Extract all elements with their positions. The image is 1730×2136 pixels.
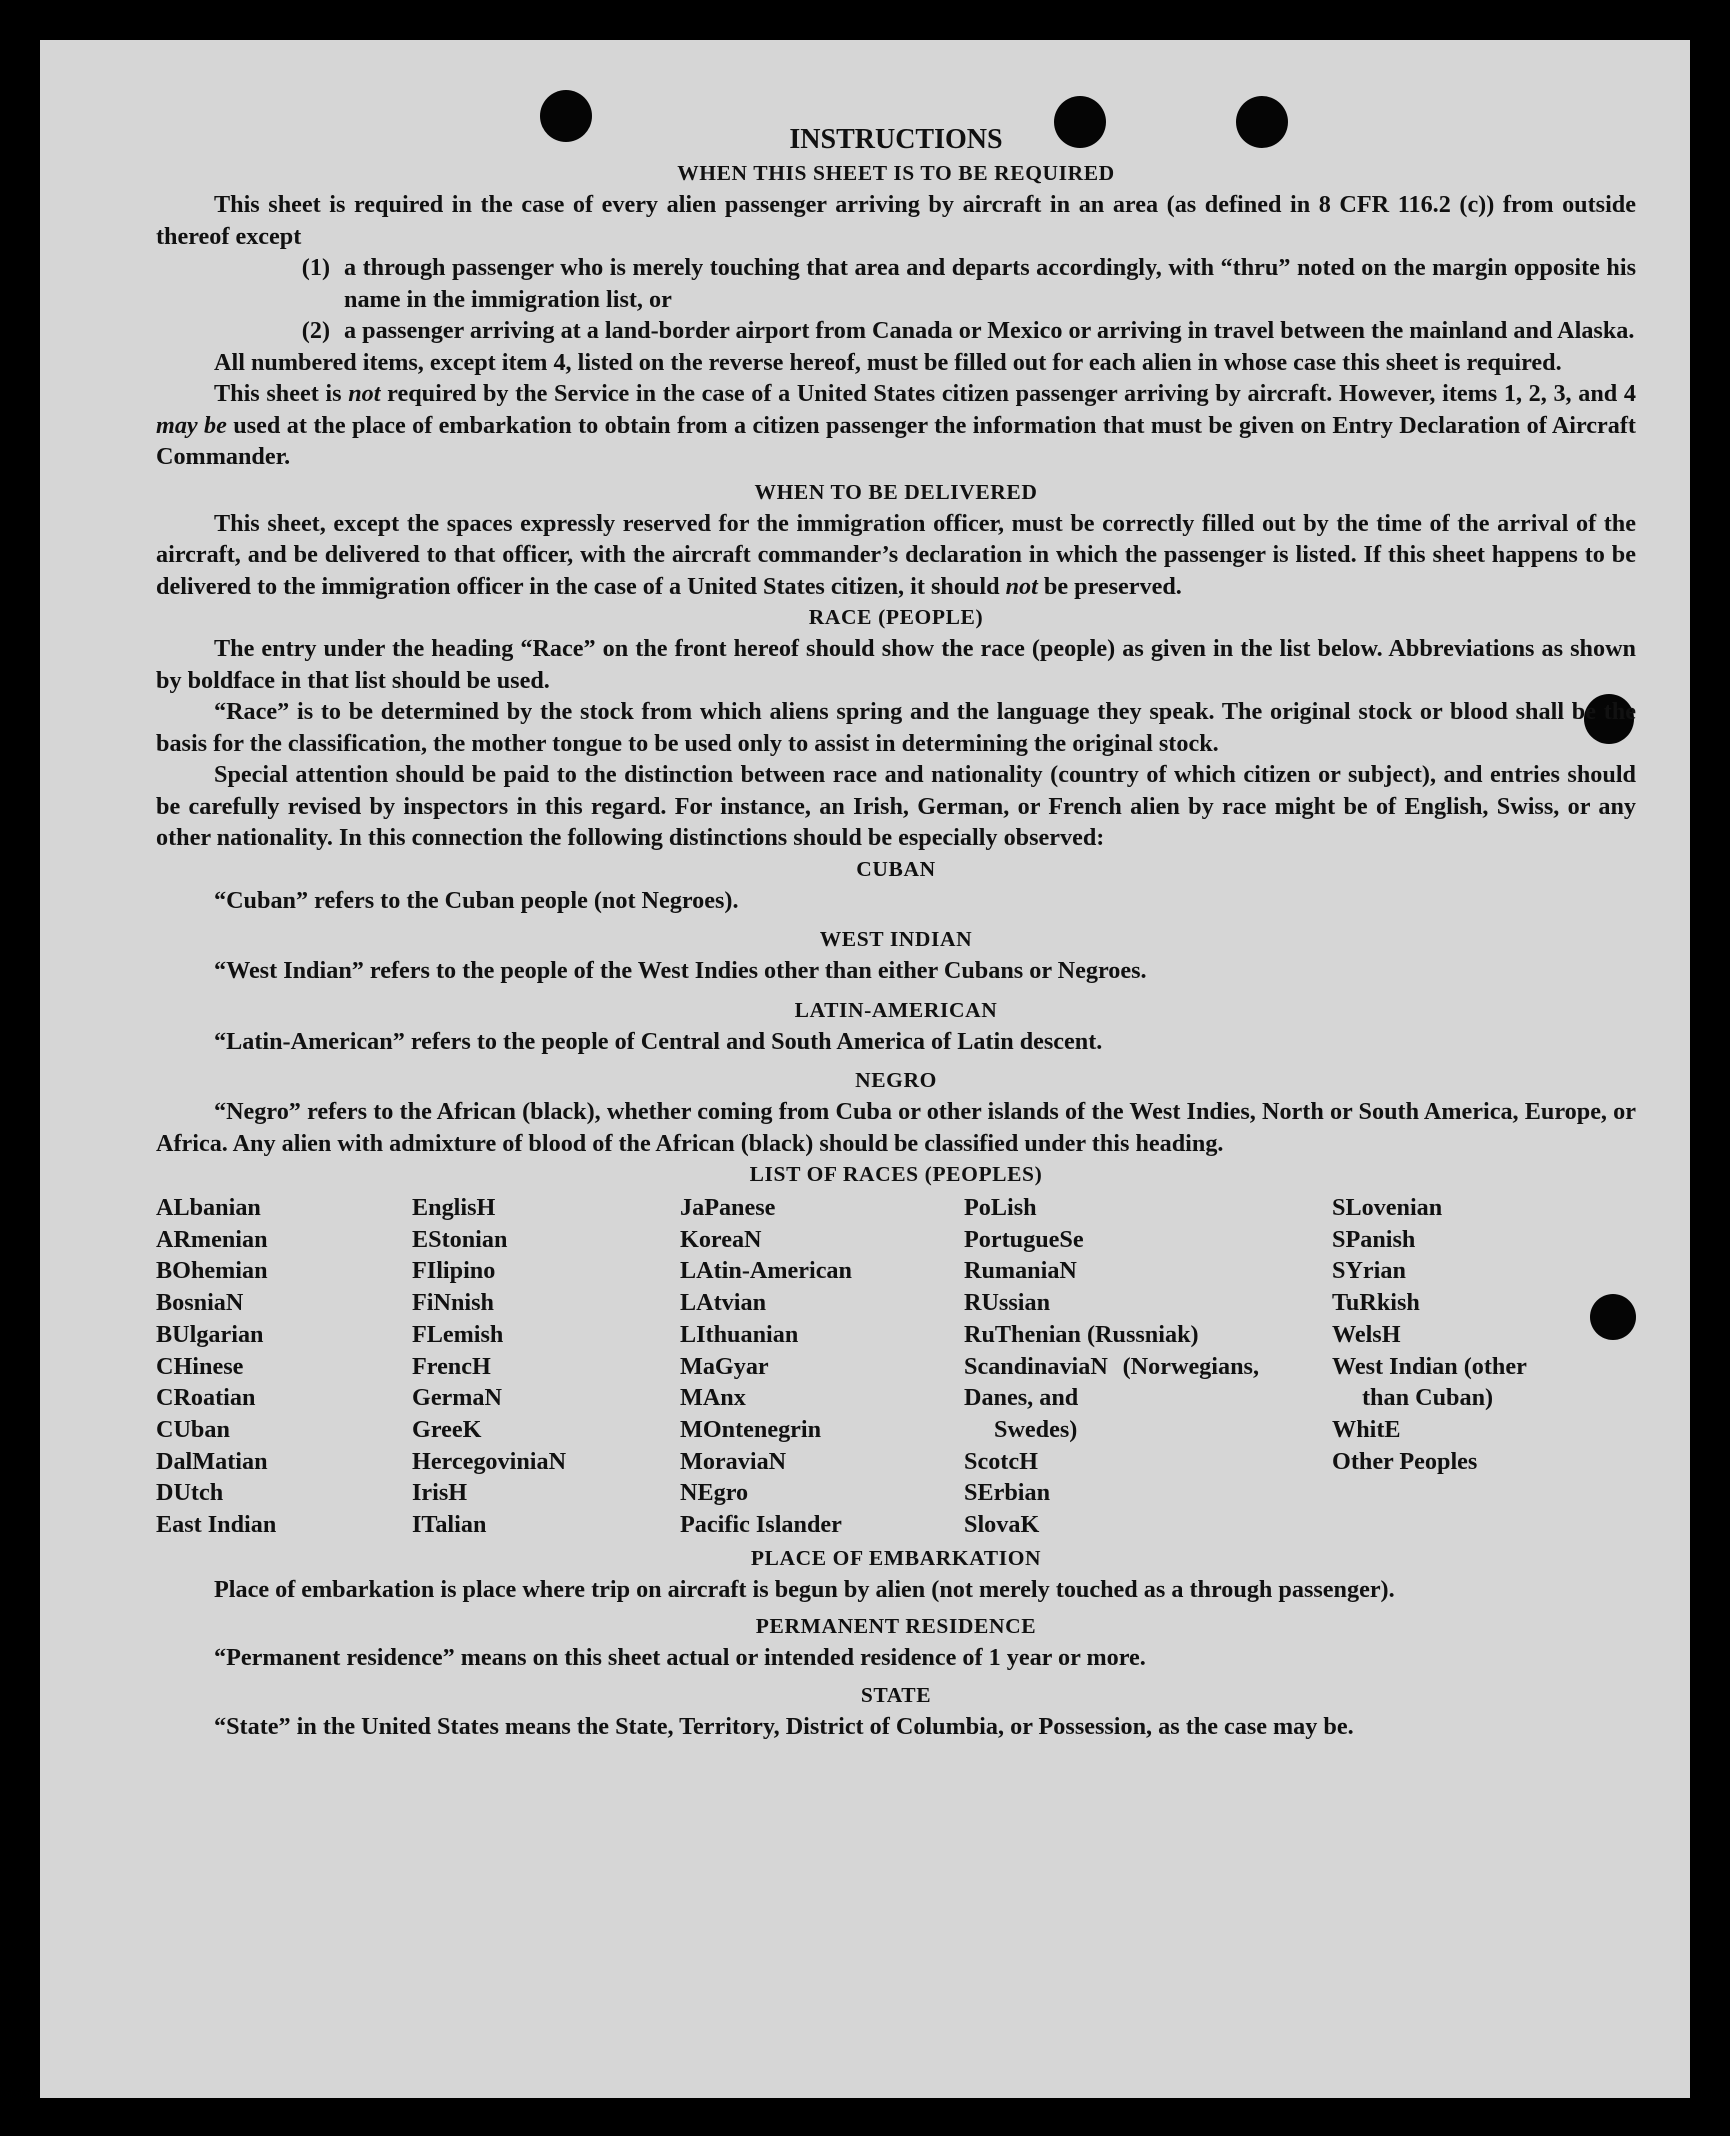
instructions-content [156, 122, 1636, 1742]
race-entry: Other Peoples [1332, 1447, 1478, 1475]
race-entry: CHinese [156, 1352, 244, 1380]
race-entry-continued: than Cuban) [1362, 1384, 1494, 1412]
race-entry: WelsH [1332, 1320, 1401, 1348]
race-entry: SErbian [964, 1479, 1051, 1507]
paragraph: “Permanent residence” means on this sheet actual or intended residence of 1 year or more. [214, 1644, 1146, 1672]
race-entry: West Indian (other [1332, 1352, 1527, 1380]
section-heading-cuban: CUBAN [856, 856, 936, 881]
races-table [156, 1192, 1636, 1541]
race-entry: BosniaN [156, 1289, 244, 1317]
race-entry: SlovaK [964, 1511, 1040, 1539]
race-entry: RumaniaN [964, 1257, 1077, 1285]
race-entry: KoreaN [680, 1225, 762, 1253]
section-heading-list-of-races: LIST OF RACES (PEOPLES) [749, 1162, 1043, 1186]
section-heading-embarkation: PLACE OF EMBARKATION [750, 1545, 1042, 1570]
race-entry: LAtin-American [680, 1257, 852, 1285]
race-entry: GermaN [412, 1384, 502, 1412]
race-entry: MOntenegrin [680, 1415, 822, 1443]
race-entry: FrencH [412, 1352, 491, 1380]
race-entry: PortugueSe [964, 1225, 1084, 1253]
section-heading-required: WHEN THIS SHEET IS TO BE REQUIRED [677, 161, 1115, 185]
paragraph: “State” in the United States means the State, Territory, District of Columbia, or Possession, as the case may be. [214, 1712, 1354, 1740]
race-entry: MaGyar [680, 1352, 769, 1380]
list-item [156, 315, 1636, 347]
section-heading-delivered: WHEN TO BE DELIVERED [754, 479, 1038, 504]
race-entry: LIthuanian [680, 1320, 799, 1348]
race-entry: CUban [156, 1415, 230, 1443]
item-number: (2) [301, 317, 330, 344]
race-entry: LAtvian [680, 1289, 767, 1317]
paragraph: “Latin-American” refers to the people of Central and South America of Latin descent. [214, 1027, 1103, 1055]
item-text: a passenger arriving at a land-border airport from Canada or Mexico or arriving in travel between the mainland and Alaska. [344, 317, 1635, 344]
race-entry: TuRkish [1332, 1289, 1420, 1317]
race-entry: SYrian [1332, 1257, 1406, 1285]
paragraph: “Cuban” refers to the Cuban people (not Negroes). [214, 886, 739, 914]
paragraph: Special attention should be paid to the distinction between race and nationality (country of which citizen or subject), and entries should be carefully revised by inspectors in this regard. For instance, an Irish, German, or French alien by race might be of English, Swiss, or any other nationality. In this connection the following distinctions should be especially observed: [156, 761, 1636, 851]
paragraph: Place of embarkation is place where trip on aircraft is begun by alien (not merely touched as a through passenger). [214, 1575, 1395, 1603]
race-entry: FLemish [412, 1320, 504, 1348]
section-heading-negro: NEGRO [855, 1068, 937, 1092]
race-entry: JaPanese [680, 1194, 776, 1221]
race-entry: East Indian [156, 1511, 277, 1539]
section-heading-latin-american: LATIN-AMERICAN [794, 997, 998, 1022]
paragraph: “Race” is to be determined by the stock from which aliens spring and the language they speak. The original stock or blood shall be the basis for the classification, the mother tongue to be used only to assist in determining the original stock. [156, 698, 1636, 757]
race-entry: ALbanian [156, 1194, 261, 1221]
race-entry: FiNnish [412, 1289, 494, 1317]
race-entry: DUtch [156, 1479, 224, 1507]
race-entry: BOhemian [156, 1257, 268, 1285]
paragraph: “West Indian” refers to the people of the West Indies other than either Cubans or Negroes. [214, 957, 1147, 984]
race-entry: RuThenian (Russniak) [964, 1320, 1199, 1348]
race-entry: ScotcH [964, 1447, 1038, 1475]
race-entry: Pacific Islander [680, 1511, 842, 1539]
race-entry: ScandinaviaN (Norwegians, Danes, and [964, 1352, 1259, 1412]
paragraph: This sheet is required in the case of every alien passenger arriving by aircraft in an area (as defined in 8 CFR 116.2 (c)) from outside thereof except [156, 191, 1636, 250]
section-heading-state: STATE [860, 1682, 932, 1707]
race-entry: ARmenian [156, 1225, 268, 1253]
item-number: (1) [301, 254, 330, 281]
paragraph: The entry under the heading “Race” on the front hereof should show the race (people) as given in the list below. Abbreviations as shown by boldface in that list should be used. [156, 635, 1636, 694]
race-entry: EnglisH [412, 1194, 496, 1221]
race-entry: PoLish [964, 1194, 1037, 1221]
races-column [156, 1192, 412, 1541]
race-entry: IrisH [412, 1479, 468, 1507]
race-entry: FIlipino [412, 1257, 496, 1285]
race-entry-continued: Swedes) [994, 1415, 1078, 1443]
race-entry: SPanish [1332, 1225, 1416, 1253]
race-entry: WhitE [1332, 1415, 1401, 1443]
race-entry: RUssian [964, 1289, 1051, 1317]
page-title: INSTRUCTIONS [789, 124, 1003, 155]
race-entry: GreeK [412, 1415, 482, 1443]
paragraph: This sheet, except the spaces expressly reserved for the immigration officer, must be correctly filled out by the time of the arrival of the aircraft, and be delivered to that officer, with the aircraft commander’s declaration in which the passenger is listed. If this sheet happens to be delivered to the immigration officer in the case of a United States citizen, it should not be preserved. [156, 509, 1636, 600]
section-heading-race: RACE (PEOPLE) [808, 605, 984, 629]
race-entry: SLovenian [1332, 1194, 1443, 1221]
race-entry: CRoatian [156, 1384, 256, 1412]
race-entry: BUlgarian [156, 1320, 264, 1348]
race-entry: HercegoviniaN [412, 1447, 567, 1475]
races-column [964, 1192, 1332, 1541]
races-column [412, 1192, 680, 1541]
race-entry: DalMatian [156, 1447, 268, 1475]
document-page [40, 40, 1690, 2098]
race-entry: MAnx [680, 1384, 746, 1412]
race-entry: ITalian [412, 1511, 487, 1539]
races-column [1332, 1192, 1636, 1541]
list-item [156, 252, 1636, 315]
races-column [680, 1192, 964, 1541]
race-entry: NEgro [680, 1479, 749, 1507]
item-text: a through passenger who is merely touching that area and departs accordingly, with “thru” noted on the margin opposite his name in the immigration list, or [344, 254, 1636, 313]
race-entry: MoraviaN [680, 1447, 787, 1475]
race-entry: EStonian [412, 1225, 508, 1253]
paragraph: All numbered items, except item 4, listed on the reverse hereof, must be filled out for each alien in whose case this sheet is required. [214, 348, 1562, 376]
section-heading-west-indian: WEST INDIAN [819, 927, 973, 951]
section-heading-residence: PERMANENT RESIDENCE [755, 1614, 1037, 1639]
paragraph: “Negro” refers to the African (black), whether coming from Cuba or other islands of the West Indies, North or South America, Europe, or Africa. Any alien with admixture of blood of the African (black) should be classified under this heading. [156, 1098, 1636, 1157]
paragraph: This sheet is not required by the Service in the case of a United States citizen passenger arriving by aircraft. However, items 1, 2, 3, and 4 may be used at the place of embarkation to obtain from a citizen passenger the information that must be given on Entry Declaration of Aircraft Commander. [156, 380, 1636, 470]
